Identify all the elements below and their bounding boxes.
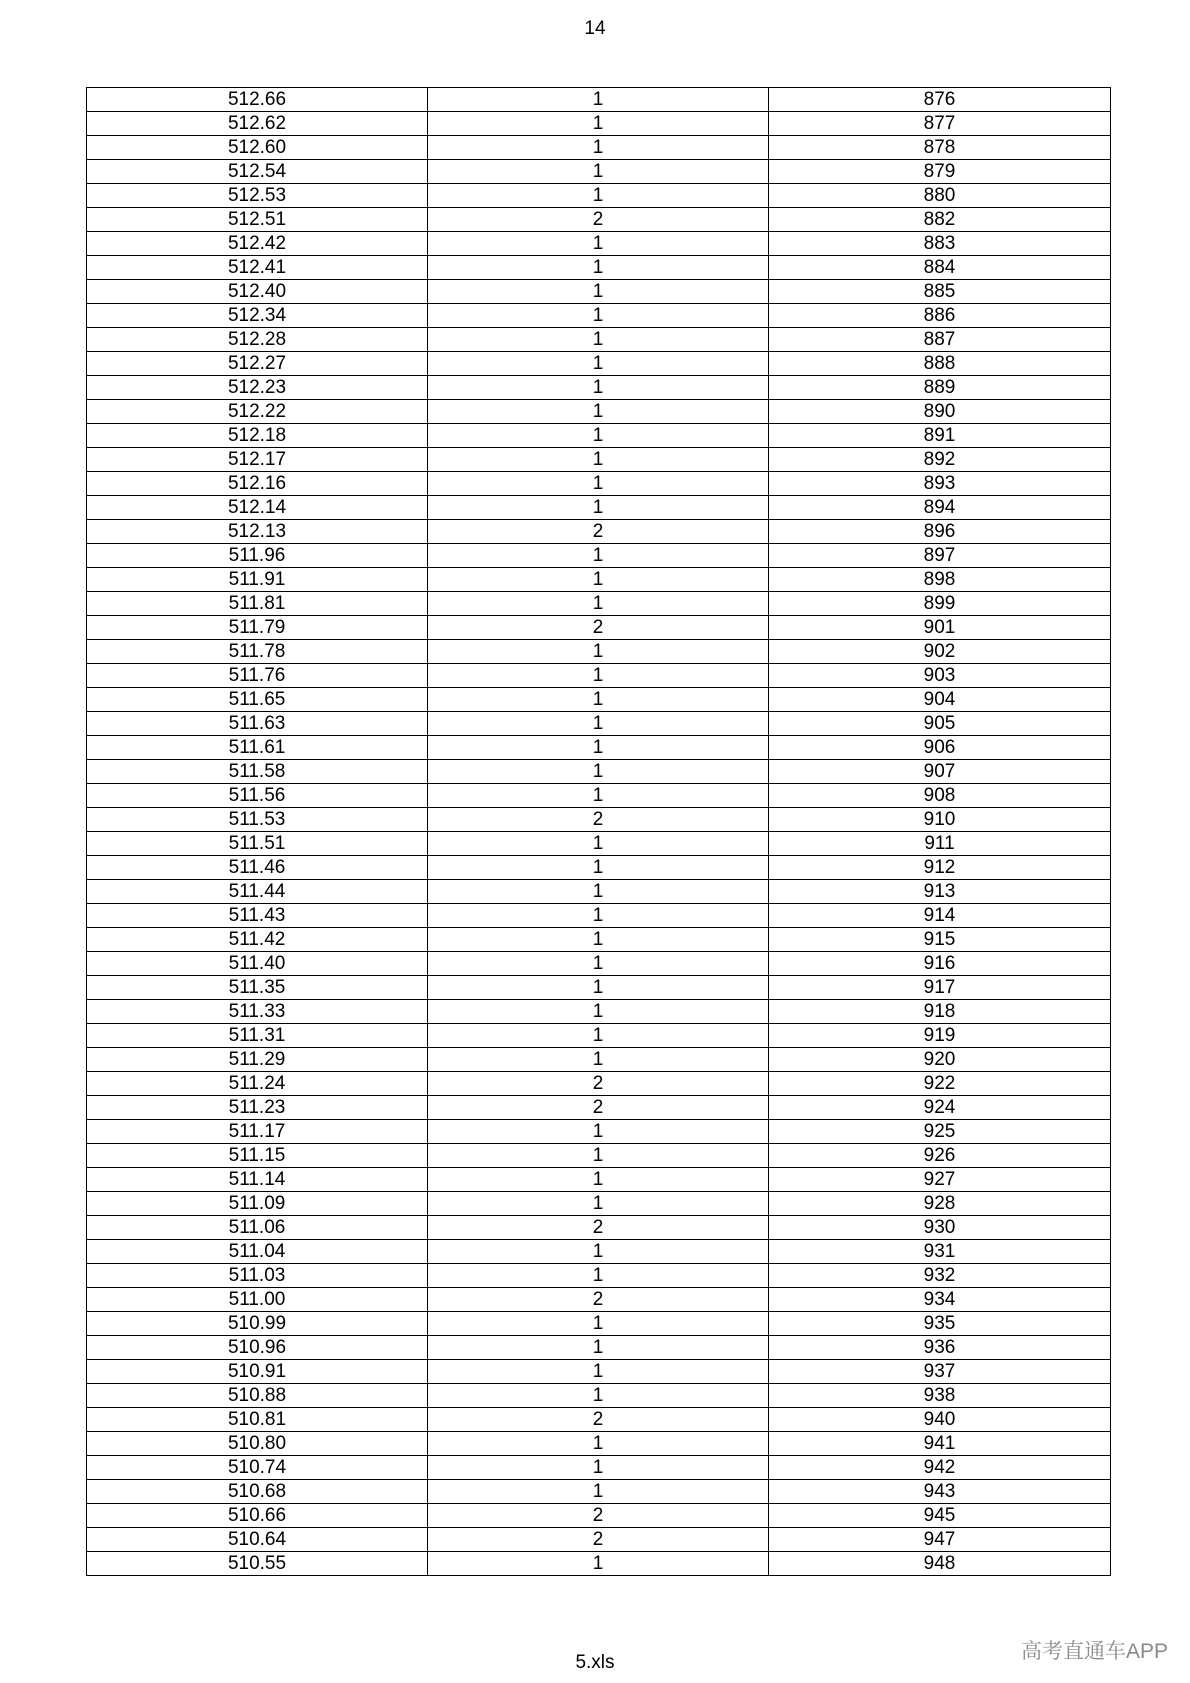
- cumulative-cell: 887: [769, 328, 1111, 352]
- score-cell: 512.51: [87, 208, 428, 232]
- cumulative-cell: 912: [769, 856, 1111, 880]
- cumulative-cell: 948: [769, 1552, 1111, 1576]
- score-cell: 511.96: [87, 544, 428, 568]
- count-cell: 1: [428, 904, 769, 928]
- score-cell: 511.14: [87, 1168, 428, 1192]
- cumulative-cell: 947: [769, 1528, 1111, 1552]
- cumulative-cell: 879: [769, 160, 1111, 184]
- score-cell: 512.60: [87, 136, 428, 160]
- count-cell: 1: [428, 1552, 769, 1576]
- cumulative-cell: 905: [769, 712, 1111, 736]
- table-row: [87, 808, 1111, 832]
- score-cell: 511.04: [87, 1240, 428, 1264]
- cumulative-cell: 927: [769, 1168, 1111, 1192]
- count-cell: 2: [428, 1216, 769, 1240]
- score-cell: 512.53: [87, 184, 428, 208]
- count-cell: 1: [428, 448, 769, 472]
- score-cell: 512.41: [87, 256, 428, 280]
- table-row: [87, 712, 1111, 736]
- table-row: [87, 1360, 1111, 1384]
- cumulative-cell: 903: [769, 664, 1111, 688]
- table-body: [87, 88, 1111, 1576]
- score-cell: 511.15: [87, 1144, 428, 1168]
- cumulative-cell: 914: [769, 904, 1111, 928]
- score-cell: 512.22: [87, 400, 428, 424]
- table-row: [87, 1264, 1111, 1288]
- table-row: [87, 592, 1111, 616]
- table-row: [87, 88, 1111, 112]
- cumulative-cell: 889: [769, 376, 1111, 400]
- cumulative-cell: 877: [769, 112, 1111, 136]
- count-cell: 1: [428, 328, 769, 352]
- count-cell: 1: [428, 88, 769, 112]
- score-cell: 511.51: [87, 832, 428, 856]
- count-cell: 1: [428, 280, 769, 304]
- count-cell: 1: [428, 400, 769, 424]
- table-row: [87, 1096, 1111, 1120]
- score-cell: 511.44: [87, 880, 428, 904]
- score-cell: 511.31: [87, 1024, 428, 1048]
- score-cell: 511.00: [87, 1288, 428, 1312]
- score-cell: 511.76: [87, 664, 428, 688]
- count-cell: 1: [428, 568, 769, 592]
- page-number: 14: [584, 18, 606, 39]
- count-cell: 2: [428, 1072, 769, 1096]
- cumulative-cell: 932: [769, 1264, 1111, 1288]
- table-row: [87, 1120, 1111, 1144]
- score-cell: 510.64: [87, 1528, 428, 1552]
- table-row: [87, 928, 1111, 952]
- table-row: [87, 784, 1111, 808]
- table-row: [87, 112, 1111, 136]
- score-cell: 511.43: [87, 904, 428, 928]
- score-cell: 512.62: [87, 112, 428, 136]
- table-row: [87, 208, 1111, 232]
- table-row: [87, 1216, 1111, 1240]
- footer-filename: 5.xls: [575, 1652, 615, 1673]
- score-cell: 511.65: [87, 688, 428, 712]
- cumulative-cell: 904: [769, 688, 1111, 712]
- score-cell: 510.99: [87, 1312, 428, 1336]
- cumulative-cell: 911: [769, 832, 1111, 856]
- score-cell: 512.27: [87, 352, 428, 376]
- cumulative-cell: 902: [769, 640, 1111, 664]
- cumulative-cell: 935: [769, 1312, 1111, 1336]
- cumulative-cell: 876: [769, 88, 1111, 112]
- count-cell: 1: [428, 880, 769, 904]
- table-row: [87, 1408, 1111, 1432]
- cumulative-cell: 942: [769, 1456, 1111, 1480]
- table-row: [87, 256, 1111, 280]
- table-row: [87, 1336, 1111, 1360]
- score-cell: 511.78: [87, 640, 428, 664]
- score-cell: 511.29: [87, 1048, 428, 1072]
- count-cell: 1: [428, 784, 769, 808]
- cumulative-cell: 940: [769, 1408, 1111, 1432]
- table-row: [87, 688, 1111, 712]
- score-cell: 511.24: [87, 1072, 428, 1096]
- score-cell: 511.63: [87, 712, 428, 736]
- score-cell: 510.91: [87, 1360, 428, 1384]
- count-cell: 1: [428, 952, 769, 976]
- score-cell: 510.81: [87, 1408, 428, 1432]
- score-cell: 511.81: [87, 592, 428, 616]
- cumulative-cell: 931: [769, 1240, 1111, 1264]
- score-cell: 510.55: [87, 1552, 428, 1576]
- score-cell: 511.33: [87, 1000, 428, 1024]
- count-cell: 1: [428, 160, 769, 184]
- score-cell: 512.66: [87, 88, 428, 112]
- count-cell: 1: [428, 1456, 769, 1480]
- count-cell: 1: [428, 424, 769, 448]
- count-cell: 1: [428, 1432, 769, 1456]
- count-cell: 1: [428, 136, 769, 160]
- score-cell: 512.13: [87, 520, 428, 544]
- cumulative-cell: 906: [769, 736, 1111, 760]
- table-row: [87, 496, 1111, 520]
- count-cell: 2: [428, 208, 769, 232]
- count-cell: 1: [428, 1336, 769, 1360]
- count-cell: 1: [428, 592, 769, 616]
- score-table-grid: [86, 87, 1111, 1576]
- table-row: [87, 136, 1111, 160]
- table-row: [87, 1168, 1111, 1192]
- cumulative-cell: 917: [769, 976, 1111, 1000]
- score-cell: 512.34: [87, 304, 428, 328]
- score-cell: 510.88: [87, 1384, 428, 1408]
- cumulative-cell: 928: [769, 1192, 1111, 1216]
- score-cell: 511.61: [87, 736, 428, 760]
- table-row: [87, 1432, 1111, 1456]
- table-row: [87, 616, 1111, 640]
- cumulative-cell: 878: [769, 136, 1111, 160]
- table-row: [87, 1456, 1111, 1480]
- table-row: [87, 400, 1111, 424]
- score-cell: 511.42: [87, 928, 428, 952]
- count-cell: 1: [428, 1264, 769, 1288]
- table-row: [87, 1528, 1111, 1552]
- cumulative-cell: 910: [769, 808, 1111, 832]
- cumulative-cell: 882: [769, 208, 1111, 232]
- count-cell: 1: [428, 1048, 769, 1072]
- table-row: [87, 952, 1111, 976]
- score-cell: 512.17: [87, 448, 428, 472]
- cumulative-cell: 880: [769, 184, 1111, 208]
- score-cell: 512.23: [87, 376, 428, 400]
- score-cell: 512.42: [87, 232, 428, 256]
- table-row: [87, 856, 1111, 880]
- table-row: [87, 1000, 1111, 1024]
- cumulative-cell: 916: [769, 952, 1111, 976]
- count-cell: 2: [428, 1408, 769, 1432]
- count-cell: 2: [428, 1528, 769, 1552]
- cumulative-cell: 896: [769, 520, 1111, 544]
- score-cell: 510.96: [87, 1336, 428, 1360]
- score-cell: 511.91: [87, 568, 428, 592]
- count-cell: 1: [428, 184, 769, 208]
- count-cell: 1: [428, 832, 769, 856]
- table-row: [87, 1312, 1111, 1336]
- watermark: 高考直通车APP: [1020, 1640, 1168, 1663]
- cumulative-cell: 885: [769, 280, 1111, 304]
- count-cell: 1: [428, 232, 769, 256]
- score-cell: 510.66: [87, 1504, 428, 1528]
- count-cell: 2: [428, 1288, 769, 1312]
- table-row: [87, 184, 1111, 208]
- count-cell: 1: [428, 736, 769, 760]
- table-row: [87, 832, 1111, 856]
- count-cell: 1: [428, 1120, 769, 1144]
- count-cell: 1: [428, 544, 769, 568]
- count-cell: 1: [428, 376, 769, 400]
- count-cell: 1: [428, 256, 769, 280]
- cumulative-cell: 901: [769, 616, 1111, 640]
- score-cell: 510.74: [87, 1456, 428, 1480]
- score-cell: 511.06: [87, 1216, 428, 1240]
- table-row: [87, 976, 1111, 1000]
- table-row: [87, 328, 1111, 352]
- count-cell: 1: [428, 472, 769, 496]
- count-cell: 1: [428, 664, 769, 688]
- count-cell: 1: [428, 1360, 769, 1384]
- cumulative-cell: 922: [769, 1072, 1111, 1096]
- cumulative-cell: 913: [769, 880, 1111, 904]
- cumulative-cell: 890: [769, 400, 1111, 424]
- table-row: [87, 376, 1111, 400]
- table-row: [87, 1504, 1111, 1528]
- table-row: [87, 1144, 1111, 1168]
- cumulative-cell: 930: [769, 1216, 1111, 1240]
- table-row: [87, 1024, 1111, 1048]
- score-cell: 512.18: [87, 424, 428, 448]
- score-cell: 511.23: [87, 1096, 428, 1120]
- score-cell: 512.14: [87, 496, 428, 520]
- count-cell: 2: [428, 1096, 769, 1120]
- cumulative-cell: 891: [769, 424, 1111, 448]
- score-cell: 512.54: [87, 160, 428, 184]
- table-row: [87, 160, 1111, 184]
- score-cell: 511.40: [87, 952, 428, 976]
- table-row: [87, 304, 1111, 328]
- cumulative-cell: 919: [769, 1024, 1111, 1048]
- count-cell: 1: [428, 1480, 769, 1504]
- count-cell: 2: [428, 616, 769, 640]
- cumulative-cell: 945: [769, 1504, 1111, 1528]
- count-cell: 1: [428, 712, 769, 736]
- count-cell: 2: [428, 520, 769, 544]
- cumulative-cell: 897: [769, 544, 1111, 568]
- table-row: [87, 280, 1111, 304]
- cumulative-cell: 883: [769, 232, 1111, 256]
- count-cell: 1: [428, 1168, 769, 1192]
- score-cell: 511.56: [87, 784, 428, 808]
- score-cell: 511.46: [87, 856, 428, 880]
- table-row: [87, 472, 1111, 496]
- table-row: [87, 1384, 1111, 1408]
- cumulative-cell: 886: [769, 304, 1111, 328]
- score-cell: 512.16: [87, 472, 428, 496]
- table-row: [87, 736, 1111, 760]
- count-cell: 1: [428, 1144, 769, 1168]
- score-cell: 511.03: [87, 1264, 428, 1288]
- cumulative-cell: 892: [769, 448, 1111, 472]
- table-row: [87, 904, 1111, 928]
- score-cell: 511.17: [87, 1120, 428, 1144]
- score-cell: 511.79: [87, 616, 428, 640]
- cumulative-cell: 934: [769, 1288, 1111, 1312]
- score-table: [86, 87, 1110, 1576]
- count-cell: 1: [428, 640, 769, 664]
- count-cell: 1: [428, 1312, 769, 1336]
- table-row: [87, 1288, 1111, 1312]
- count-cell: 1: [428, 928, 769, 952]
- cumulative-cell: 898: [769, 568, 1111, 592]
- cumulative-cell: 941: [769, 1432, 1111, 1456]
- count-cell: 1: [428, 760, 769, 784]
- count-cell: 1: [428, 1024, 769, 1048]
- cumulative-cell: 943: [769, 1480, 1111, 1504]
- count-cell: 1: [428, 1000, 769, 1024]
- table-row: [87, 880, 1111, 904]
- table-row: [87, 568, 1111, 592]
- table-row: [87, 352, 1111, 376]
- table-row: [87, 1240, 1111, 1264]
- score-cell: 510.80: [87, 1432, 428, 1456]
- table-row: [87, 232, 1111, 256]
- cumulative-cell: 894: [769, 496, 1111, 520]
- table-row: [87, 520, 1111, 544]
- score-cell: 512.28: [87, 328, 428, 352]
- table-row: [87, 424, 1111, 448]
- table-row: [87, 760, 1111, 784]
- count-cell: 1: [428, 112, 769, 136]
- score-cell: 510.68: [87, 1480, 428, 1504]
- cumulative-cell: 915: [769, 928, 1111, 952]
- table-row: [87, 1552, 1111, 1576]
- cumulative-cell: 938: [769, 1384, 1111, 1408]
- score-cell: 511.58: [87, 760, 428, 784]
- cumulative-cell: 888: [769, 352, 1111, 376]
- cumulative-cell: 899: [769, 592, 1111, 616]
- cumulative-cell: 925: [769, 1120, 1111, 1144]
- count-cell: 1: [428, 1384, 769, 1408]
- cumulative-cell: 908: [769, 784, 1111, 808]
- table-row: [87, 1480, 1111, 1504]
- table-row: [87, 1048, 1111, 1072]
- count-cell: 1: [428, 496, 769, 520]
- count-cell: 1: [428, 688, 769, 712]
- cumulative-cell: 920: [769, 1048, 1111, 1072]
- score-cell: 511.35: [87, 976, 428, 1000]
- count-cell: 1: [428, 856, 769, 880]
- cumulative-cell: 893: [769, 472, 1111, 496]
- table-row: [87, 640, 1111, 664]
- cumulative-cell: 937: [769, 1360, 1111, 1384]
- score-cell: 511.09: [87, 1192, 428, 1216]
- cumulative-cell: 924: [769, 1096, 1111, 1120]
- count-cell: 1: [428, 1192, 769, 1216]
- count-cell: 1: [428, 304, 769, 328]
- cumulative-cell: 907: [769, 760, 1111, 784]
- score-cell: 511.53: [87, 808, 428, 832]
- cumulative-cell: 884: [769, 256, 1111, 280]
- count-cell: 2: [428, 808, 769, 832]
- cumulative-cell: 936: [769, 1336, 1111, 1360]
- table-row: [87, 544, 1111, 568]
- cumulative-cell: 926: [769, 1144, 1111, 1168]
- count-cell: 1: [428, 352, 769, 376]
- table-row: [87, 664, 1111, 688]
- count-cell: 1: [428, 1240, 769, 1264]
- count-cell: 1: [428, 976, 769, 1000]
- table-row: [87, 1072, 1111, 1096]
- table-row: [87, 448, 1111, 472]
- cumulative-cell: 918: [769, 1000, 1111, 1024]
- score-cell: 512.40: [87, 280, 428, 304]
- count-cell: 2: [428, 1504, 769, 1528]
- table-row: [87, 1192, 1111, 1216]
